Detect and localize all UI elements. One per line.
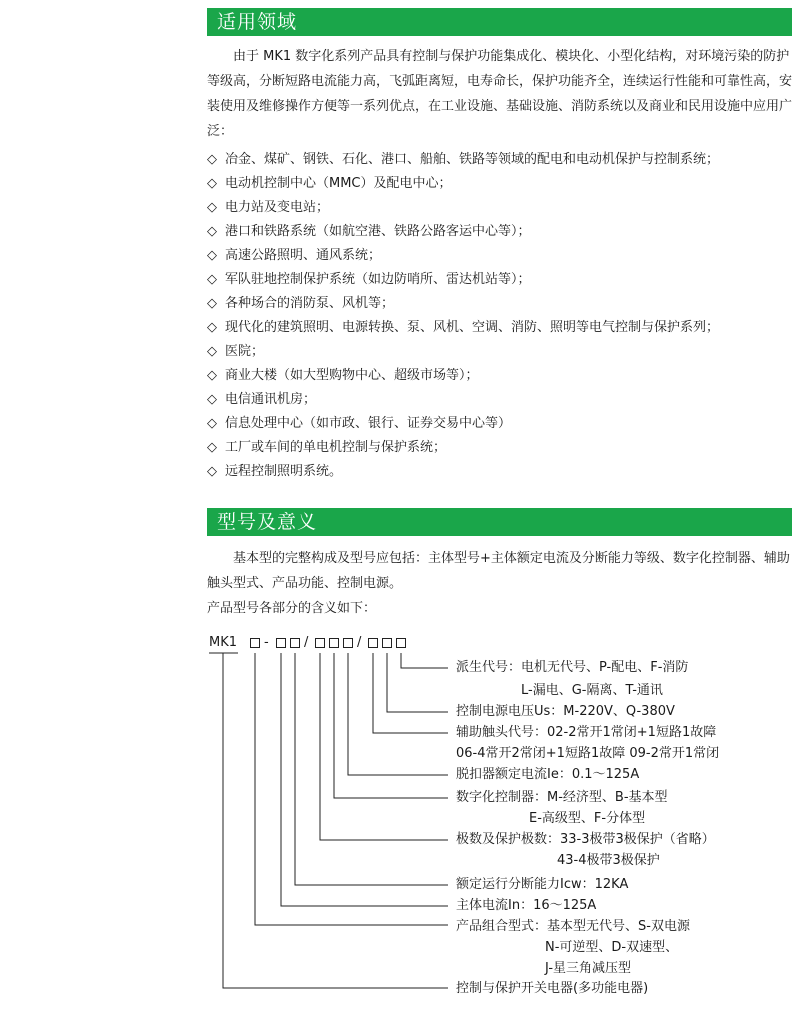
diamond-icon: ◇ bbox=[207, 392, 217, 407]
diamond-icon: ◇ bbox=[207, 464, 217, 479]
list-item: ◇ 各种场合的消防泵、风机等； bbox=[207, 292, 719, 316]
label-poles-cont: 43-4极带3极保护 bbox=[557, 853, 660, 868]
list-item: ◇ 商业大楼（如大型购物中心、超级市场等）； bbox=[207, 364, 719, 388]
list-item: ◇ 电信通讯机房； bbox=[207, 388, 719, 412]
diamond-icon: ◇ bbox=[207, 176, 217, 191]
connector-main bbox=[223, 653, 448, 988]
code-box bbox=[250, 638, 260, 648]
label-aux-contact: 辅助触头代号：02-2常开1常闭+1短路1故障 bbox=[456, 725, 717, 740]
label-digital-controller-cont: E-高级型、F-分体型 bbox=[529, 811, 646, 826]
diamond-icon: ◇ bbox=[207, 440, 217, 455]
connector-icw bbox=[295, 653, 448, 885]
list-item: ◇ 军队驻地控制保护系统（如边防哨所、雷达机站等）； bbox=[207, 268, 719, 292]
diamond-icon: ◇ bbox=[207, 368, 217, 383]
diamond-icon: ◇ bbox=[207, 416, 217, 431]
label-derived-code: 派生代号：电机无代号、P-配电、F-消防 bbox=[456, 660, 689, 675]
diamond-icon: ◇ bbox=[207, 200, 217, 215]
list-item: ◇ 工厂或车间的单电机控制与保护系统； bbox=[207, 436, 719, 460]
list-item: ◇ 现代化的建筑照明、电源转换、泵、风机、空调、消防、照明等电气控制与保护系列； bbox=[207, 316, 719, 340]
code-box bbox=[382, 638, 392, 648]
label-combination: 产品组合型式：基本型无代号、S-双电源 bbox=[456, 919, 690, 934]
connector-in bbox=[281, 653, 448, 906]
list-item: ◇ 冶金、煤矿、钢铁、石化、港口、船舶、铁路等领域的配电和电动机保护与控制系统； bbox=[207, 148, 719, 172]
diamond-icon: ◇ bbox=[207, 320, 217, 335]
application-list bbox=[207, 148, 719, 484]
list-item: ◇ 医院； bbox=[207, 340, 719, 364]
label-icw: 额定运行分断能力Icw：12KA bbox=[456, 877, 629, 892]
application-intro: 由于 MK1 数字化系列产品具有控制与保护功能集成化、模块化、小型化结构，对环境污染的防护等级高，分断短路电流能力高，飞弧距离短，电寿命长，保护功能齐全，连续运行性能和可靠性高，安装使用及维修操作方便等一系列优点，在工业设施、基础设施、消防系统以及商业和民用设施中应用广泛： bbox=[207, 49, 793, 139]
diamond-icon: ◇ bbox=[207, 296, 217, 311]
code-slash: / bbox=[304, 635, 309, 650]
list-item: ◇ 电力站及变电站； bbox=[207, 196, 719, 220]
label-digital-controller: 数字化控制器：M-经济型、B-基本型 bbox=[456, 790, 668, 805]
diamond-icon: ◇ bbox=[207, 152, 217, 167]
code-box bbox=[343, 638, 353, 648]
label-combination-cont2: J-星三角减压型 bbox=[545, 961, 632, 976]
diamond-icon: ◇ bbox=[207, 248, 217, 263]
label-release-current: 脱扣器额定电流Ie：0.1～125A bbox=[456, 767, 640, 782]
list-item: ◇ 电动机控制中心（MMC）及配电中心； bbox=[207, 172, 719, 196]
label-control-voltage: 控制电源电压Us：M-220V、Q-380V bbox=[456, 704, 675, 719]
label-poles: 极数及保护极数：33-3极带3极保护（省略） bbox=[456, 832, 715, 847]
label-main-device: 控制与保护开关电器(多功能电器) bbox=[456, 981, 649, 996]
connector-poles bbox=[320, 653, 448, 840]
code-dash: - bbox=[264, 635, 269, 650]
code-box bbox=[368, 638, 378, 648]
connector-controller bbox=[334, 653, 448, 798]
list-item: ◇ 信息处理中心（如市政、银行、证券交易中心等） bbox=[207, 412, 719, 436]
code-box bbox=[329, 638, 339, 648]
code-box bbox=[276, 638, 286, 648]
connector-release bbox=[348, 653, 448, 775]
label-derived-code-cont: L-漏电、G-隔离、T-通讯 bbox=[521, 683, 663, 698]
code-box bbox=[315, 638, 325, 648]
list-item: ◇ 港口和铁路系统（如航空港、铁路公路客运中心等）； bbox=[207, 220, 719, 244]
model-meaning-intro: 产品型号各部分的含义如下： bbox=[207, 601, 377, 616]
connector-derived bbox=[401, 653, 448, 668]
diamond-icon: ◇ bbox=[207, 272, 217, 287]
code-box bbox=[396, 638, 406, 648]
connector-voltage bbox=[387, 653, 448, 712]
list-item: ◇ 远程控制照明系统。 bbox=[207, 460, 719, 484]
connector-combo bbox=[255, 653, 448, 925]
code-box bbox=[290, 638, 300, 648]
connector-aux bbox=[373, 653, 448, 733]
model-basic-description: 基本型的完整构成及型号应包括：主体型号+主体额定电流及分断能力等级、数字化控制器、辅助触头型式、产品功能、控制电源。 bbox=[207, 551, 790, 591]
code-slash: / bbox=[357, 635, 362, 650]
section-header-application: 适用领域 bbox=[207, 8, 792, 36]
list-item: ◇ 高速公路照明、通风系统； bbox=[207, 244, 719, 268]
label-combination-cont: N-可逆型、D-双速型、 bbox=[545, 940, 679, 955]
diamond-icon: ◇ bbox=[207, 344, 217, 359]
label-main-current: 主体电流In：16～125A bbox=[456, 898, 597, 913]
label-aux-contact-cont: 06-4常开2常闭+1短路1故障 09-2常开1常闭 bbox=[456, 746, 720, 761]
model-prefix: MK1 bbox=[209, 635, 238, 650]
section-header-model: 型号及意义 bbox=[207, 508, 792, 536]
diamond-icon: ◇ bbox=[207, 224, 217, 239]
